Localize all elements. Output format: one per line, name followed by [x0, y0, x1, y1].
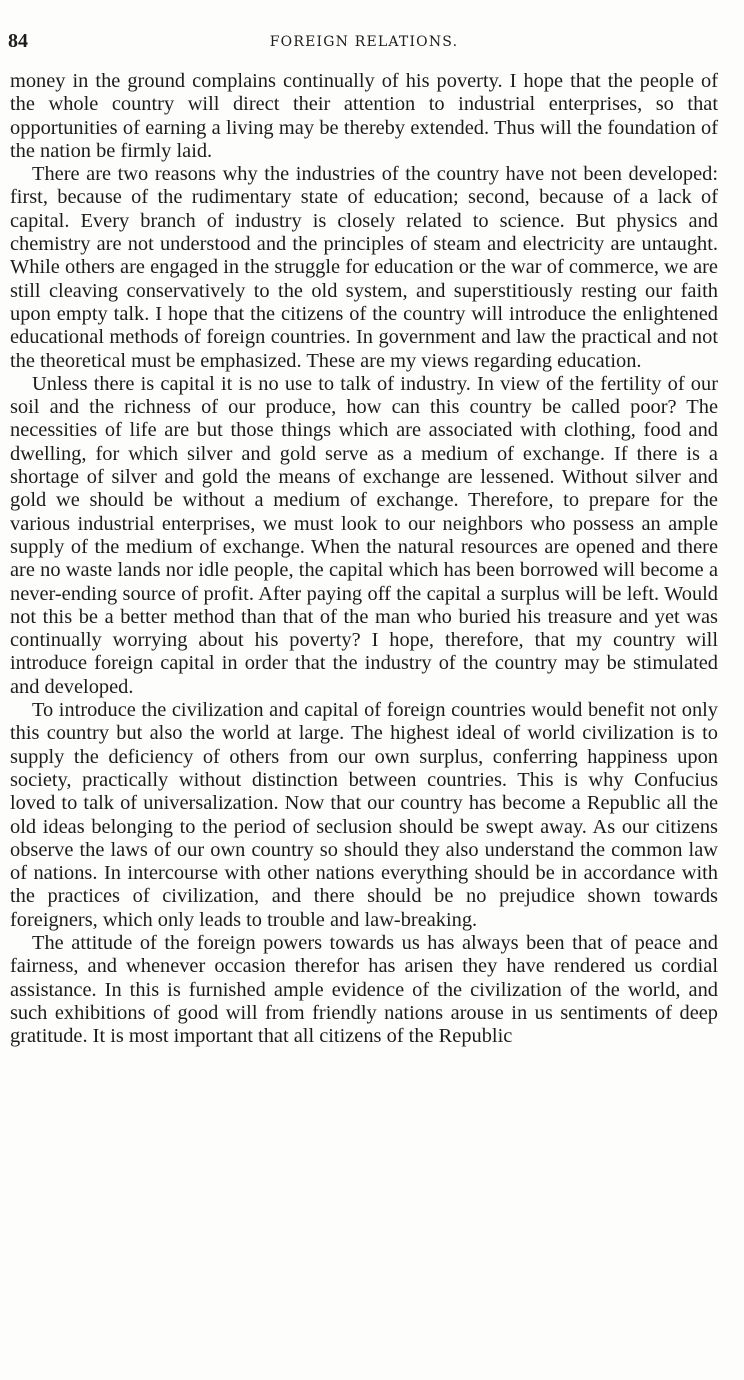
paragraph-5: The attitude of the foreign powers towards us has always been that of peace and fairness, and whenever occasion therefor has arisen they have rendered us cordial assistance. In this is furnished ample evidence of the civilization of the world, and such exhibitions of good will from friendly nations arouse in us sentiments of deep gratitude. It is most important that all citizens of the Republic — [10, 931, 718, 1048]
body-text — [10, 70, 718, 1048]
running-title: FOREIGN RELATIONS. — [269, 34, 459, 50]
running-head — [8, 30, 720, 56]
paragraph-2: There are two reasons why the industries of the country have not been developed: first, because of the rudimentary state of education; second, because of a lack of capital. Every branch of industry is closely related to science. But physics and chemistry are not understood and the principles of steam and electricity are untaught. While others are engaged in the struggle for education or the war of commerce, we are still cleaving conservatively to the old system, and superstitiously resting our faith upon empty talk. I hope that the citizens of the country will introduce the enlightened educational methods of foreign countries. In government and law the practical and not the theoretical must be emphasized. These are my views regarding education. — [10, 163, 718, 372]
paragraph-4: To introduce the civilization and capital of foreign countries would benefit not only this country but also the world at large. The highest ideal of world civilization is to supply the deficiency of others from our own surplus, conferring happiness upon society, practically without distinction between countries. This is why Confucius loved to talk of universalization. Now that our country has become a Republic all the old ideas belonging to the period of seclusion should be swept away. As our citizens observe the laws of our own country so should they also understand the common law of nations. In intercourse with other nations everything should be in accordance with the practices of civilization, and there should be no prejudice shown towards foreigners, which only leads to trouble and law-breaking. — [10, 699, 718, 931]
paragraph-1: money in the ground complains continually of his poverty. I hope that the people of the whole country will direct their attention to industrial enterprises, so that opportunities of earning a living may be thereby extended. Thus will the foundation of the nation be firmly laid. — [10, 70, 718, 162]
page-number: 84 — [8, 30, 28, 52]
paragraph-3: Unless there is capital it is no use to talk of industry. In view of the fertility of our soil and the richness of our produce, how can this country be called poor? The necessities of life are but those things which are associated with clothing, food and dwelling, for which silver and gold serve as a medium of exchange. If there is a shortage of silver and gold the means of exchange are lessened. Without silver and gold we should be without a medium of exchange. Therefore, to prepare for the various industrial enterprises, we must look to our neighbors who possess an ample supply of the medium of exchange. When the natural resources are opened and there are no waste lands nor idle people, the capital which has been borrowed will become a never-ending source of profit. After paying off the capital a surplus will be left. Would not this be a better method than that of the man who buried his treasure and yet was continually worrying about his poverty? I hope, therefore, that my country will introduce foreign capital in order that the industry of the country may be stimulated and developed. — [10, 372, 718, 698]
